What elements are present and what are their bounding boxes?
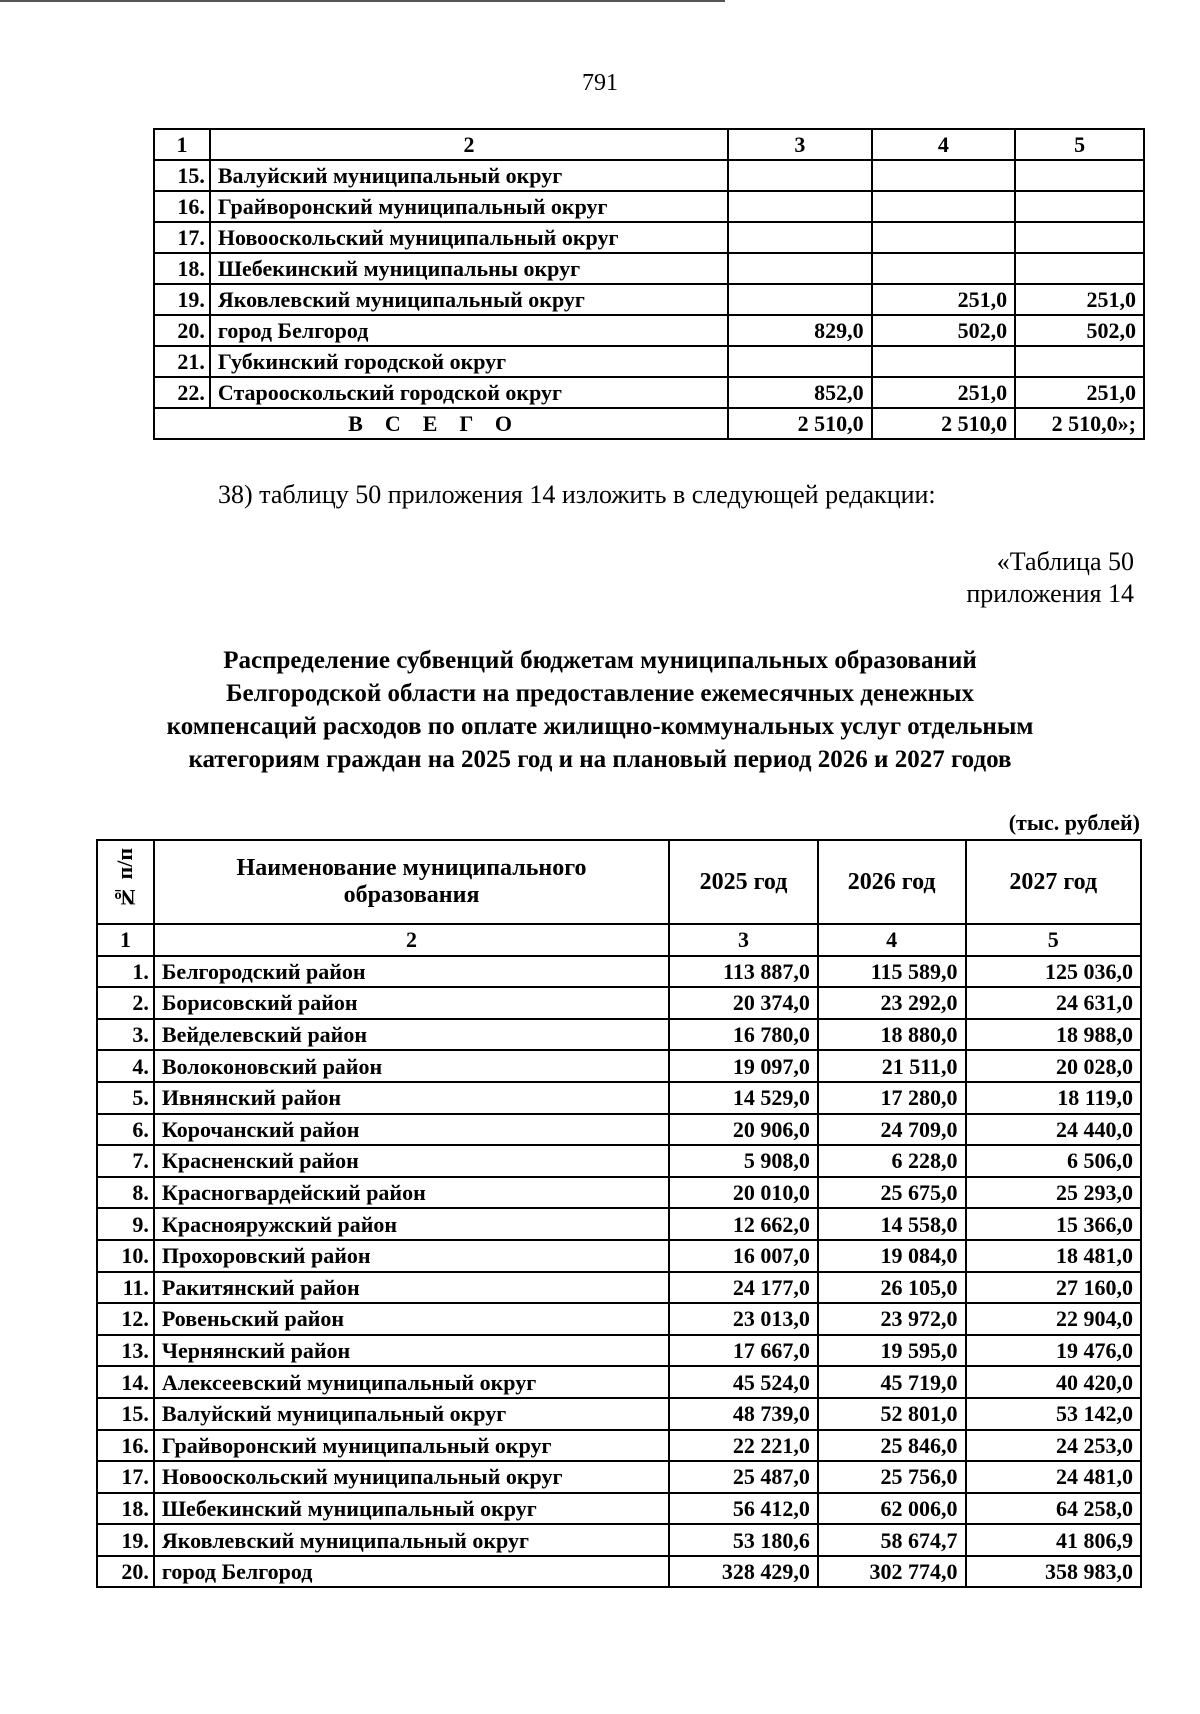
table-label (966, 546, 1134, 610)
row-number: 19. (97, 1524, 154, 1556)
value-2025: 17 667,0 (669, 1335, 818, 1367)
row-name: город Белгород (210, 315, 728, 346)
title-line: категориям граждан на 2025 год и на плановый период 2026 и 2027 годов (188, 746, 1012, 773)
table-row (97, 1366, 1141, 1398)
row-number: 15. (154, 160, 210, 191)
column-number-row (154, 129, 1144, 160)
title-line: Распределение субвенций бюджетам муниципальных образований (223, 647, 977, 674)
value-2026: 62 006,0 (818, 1493, 966, 1525)
row-number: 3. (97, 1019, 154, 1051)
value-2025: 45 524,0 (669, 1366, 818, 1398)
value-2025: 23 013,0 (669, 1303, 818, 1335)
row-name: Грайворонский муниципальный округ (154, 1430, 669, 1462)
row-name: Прохоровский район (154, 1240, 669, 1272)
table-row (97, 1398, 1141, 1430)
header-row (97, 840, 1141, 924)
row-value (872, 191, 1016, 222)
row-value: 251,0 (872, 377, 1016, 408)
value-2025: 22 221,0 (669, 1430, 818, 1462)
table-row (97, 1050, 1141, 1082)
header-number-text: № п/п (112, 847, 138, 910)
value-2026: 115 589,0 (818, 956, 966, 988)
table-row (97, 1461, 1141, 1493)
table-row (154, 377, 1144, 408)
row-number: 11. (97, 1272, 154, 1304)
row-value: 502,0 (1015, 315, 1144, 346)
row-number: 1. (97, 956, 154, 988)
column-number: 3 (669, 924, 818, 956)
row-number: 2. (97, 987, 154, 1019)
value-2026: 14 558,0 (818, 1208, 966, 1240)
table-row (154, 346, 1144, 377)
value-2027: 19 476,0 (966, 1335, 1142, 1367)
row-number: 15. (97, 1398, 154, 1430)
value-2027: 41 806,9 (966, 1524, 1142, 1556)
row-number: 10. (97, 1240, 154, 1272)
row-value: 251,0 (1015, 284, 1144, 315)
row-value (1015, 222, 1144, 253)
row-number: 18. (97, 1493, 154, 1525)
row-number: 22. (154, 377, 210, 408)
row-value (728, 191, 872, 222)
row-number: 9. (97, 1208, 154, 1240)
row-number: 16. (97, 1430, 154, 1462)
value-2025: 20 010,0 (669, 1177, 818, 1209)
value-2027: 358 983,0 (966, 1556, 1142, 1588)
value-2025: 328 429,0 (669, 1556, 818, 1588)
value-2025: 56 412,0 (669, 1493, 818, 1525)
column-number: 4 (872, 129, 1016, 160)
header-2027: 2027 год (966, 840, 1142, 924)
table-row (97, 1019, 1141, 1051)
value-2026: 25 756,0 (818, 1461, 966, 1493)
table-row (97, 1208, 1141, 1240)
row-number: 7. (97, 1145, 154, 1177)
title-line: компенсаций расходов по оплате жилищно-коммунальных услуг отдельным (166, 713, 1034, 740)
column-number: 1 (154, 129, 210, 160)
value-2025: 25 487,0 (669, 1461, 818, 1493)
column-number-row (97, 924, 1141, 956)
row-name: Краснояружский район (154, 1208, 669, 1240)
column-number: 4 (818, 924, 966, 956)
table-label-line1: «Таблица 50 (996, 547, 1134, 576)
table-row (97, 956, 1141, 988)
amendment-paragraph: 38) таблицу 50 приложения 14 изложить в следующей редакции: (218, 480, 936, 509)
table-label-line2: приложения 14 (966, 579, 1134, 608)
column-number: 2 (210, 129, 728, 160)
value-2025: 24 177,0 (669, 1272, 818, 1304)
row-value (728, 160, 872, 191)
row-number: 18. (154, 253, 210, 284)
row-number: 21. (154, 346, 210, 377)
row-number: 13. (97, 1335, 154, 1367)
value-2025: 14 529,0 (669, 1082, 818, 1114)
value-2026: 302 774,0 (818, 1556, 966, 1588)
value-2026: 21 511,0 (818, 1050, 966, 1082)
row-number: 4. (97, 1050, 154, 1082)
table-row (97, 1082, 1141, 1114)
value-2026: 6 228,0 (818, 1145, 966, 1177)
value-2025: 19 097,0 (669, 1050, 818, 1082)
value-2025: 16 007,0 (669, 1240, 818, 1272)
table-row (97, 1177, 1141, 1209)
value-2027: 18 481,0 (966, 1240, 1142, 1272)
value-2027: 24 253,0 (966, 1430, 1142, 1462)
row-name: Шебекинский муниципальный округ (154, 1493, 669, 1525)
row-value (728, 253, 872, 284)
value-2027: 53 142,0 (966, 1398, 1142, 1430)
column-number: 5 (966, 924, 1142, 956)
value-2027: 15 366,0 (966, 1208, 1142, 1240)
title-line: Белгородской области на предоставление ежемесячных денежных (225, 680, 975, 707)
value-2026: 52 801,0 (818, 1398, 966, 1430)
table-row (97, 1430, 1141, 1462)
value-2026: 19 595,0 (818, 1335, 966, 1367)
value-2027: 6 506,0 (966, 1145, 1142, 1177)
row-name: Шебекинский муниципальны округ (210, 253, 728, 284)
table-row (97, 1335, 1141, 1367)
table-row (154, 160, 1144, 191)
table-title (100, 644, 1100, 776)
table-row (97, 1145, 1141, 1177)
table-row (97, 1493, 1141, 1525)
column-number: 2 (154, 924, 669, 956)
value-2027: 24 481,0 (966, 1461, 1142, 1493)
row-value (1015, 253, 1144, 284)
subsidy-table (96, 839, 1142, 1588)
row-name: Алексеевский муниципальный округ (154, 1366, 669, 1398)
table-row (97, 1556, 1141, 1588)
value-2027: 24 440,0 (966, 1114, 1142, 1146)
row-name: Губкинский городской округ (210, 346, 728, 377)
value-2026: 58 674,7 (818, 1524, 966, 1556)
table-row (97, 1240, 1141, 1272)
row-value (872, 346, 1016, 377)
row-name: Вейделевский район (154, 1019, 669, 1051)
value-2025: 12 662,0 (669, 1208, 818, 1240)
value-2027: 18 119,0 (966, 1082, 1142, 1114)
table-row (97, 1114, 1141, 1146)
row-name: Красненский район (154, 1145, 669, 1177)
row-value (1015, 160, 1144, 191)
row-value: 502,0 (872, 315, 1016, 346)
row-name: Яковлевский муниципальный округ (210, 284, 728, 315)
value-2025: 16 780,0 (669, 1019, 818, 1051)
table-row (154, 315, 1144, 346)
total-value: 2 510,0»; (1015, 408, 1144, 439)
row-value: 251,0 (1015, 377, 1144, 408)
row-name: Ракитянский район (154, 1272, 669, 1304)
value-2026: 45 719,0 (818, 1366, 966, 1398)
row-value (872, 253, 1016, 284)
table-row (97, 987, 1141, 1019)
total-label: ВСЕГО (154, 408, 728, 439)
row-name: Ровеньский район (154, 1303, 669, 1335)
row-name: Ивнянский район (154, 1082, 669, 1114)
value-2027: 64 258,0 (966, 1493, 1142, 1525)
value-2027: 18 988,0 (966, 1019, 1142, 1051)
column-number: 5 (1015, 129, 1144, 160)
row-value: 251,0 (872, 284, 1016, 315)
table-row (154, 253, 1144, 284)
value-2026: 24 709,0 (818, 1114, 966, 1146)
column-number: 1 (97, 924, 154, 956)
row-name: Новооскольский муниципальный округ (154, 1461, 669, 1493)
row-name: Валуйский муниципальный округ (210, 160, 728, 191)
row-number: 12. (97, 1303, 154, 1335)
header-number (97, 840, 154, 924)
row-value (1015, 191, 1144, 222)
value-2026: 23 292,0 (818, 987, 966, 1019)
row-number: 14. (97, 1366, 154, 1398)
value-2025: 48 739,0 (669, 1398, 818, 1430)
value-2027: 125 036,0 (966, 956, 1142, 988)
row-name: Волоконовский район (154, 1050, 669, 1082)
row-number: 6. (97, 1114, 154, 1146)
row-value: 852,0 (728, 377, 872, 408)
row-name: Старооскольский городской округ (210, 377, 728, 408)
row-name: Валуйский муниципальный округ (154, 1398, 669, 1430)
row-number: 17. (154, 222, 210, 253)
value-2025: 20 906,0 (669, 1114, 818, 1146)
value-2026: 19 084,0 (818, 1240, 966, 1272)
row-name: Борисовский район (154, 987, 669, 1019)
units-label: (тыс. рублей) (1008, 810, 1140, 835)
value-2027: 40 420,0 (966, 1366, 1142, 1398)
table-row (154, 284, 1144, 315)
header-name: Наименование муниципального образования (154, 840, 669, 924)
table-row (154, 191, 1144, 222)
value-2025: 5 908,0 (669, 1145, 818, 1177)
value-2027: 24 631,0 (966, 987, 1142, 1019)
value-2026: 23 972,0 (818, 1303, 966, 1335)
table-row (97, 1524, 1141, 1556)
row-number: 17. (97, 1461, 154, 1493)
previous-table-continuation (153, 128, 1145, 440)
row-number: 19. (154, 284, 210, 315)
row-value (1015, 346, 1144, 377)
row-name: Новооскольский муниципальный округ (210, 222, 728, 253)
value-2026: 25 846,0 (818, 1430, 966, 1462)
value-2027: 25 293,0 (966, 1177, 1142, 1209)
page-number: 791 (582, 70, 618, 96)
row-name: Чернянский район (154, 1335, 669, 1367)
header-2025: 2025 год (669, 840, 818, 924)
row-name: Грайворонский муниципальный округ (210, 191, 728, 222)
value-2026: 17 280,0 (818, 1082, 966, 1114)
row-value (872, 222, 1016, 253)
scan-edge-line (0, 0, 725, 2)
total-value: 2 510,0 (728, 408, 872, 439)
value-2027: 22 904,0 (966, 1303, 1142, 1335)
row-value (872, 160, 1016, 191)
row-number: 20. (154, 315, 210, 346)
value-2026: 25 675,0 (818, 1177, 966, 1209)
row-name: город Белгород (154, 1556, 669, 1588)
row-name: Красногвардейский район (154, 1177, 669, 1209)
row-number: 20. (97, 1556, 154, 1588)
value-2027: 27 160,0 (966, 1272, 1142, 1304)
value-2026: 18 880,0 (818, 1019, 966, 1051)
row-value (728, 284, 872, 315)
table-row (97, 1303, 1141, 1335)
value-2025: 53 180,6 (669, 1524, 818, 1556)
row-name: Корочанский район (154, 1114, 669, 1146)
table-row (154, 222, 1144, 253)
row-name: Белгородский район (154, 956, 669, 988)
value-2025: 113 887,0 (669, 956, 818, 988)
header-2026: 2026 год (818, 840, 966, 924)
value-2027: 20 028,0 (966, 1050, 1142, 1082)
row-value: 829,0 (728, 315, 872, 346)
column-number: 3 (728, 129, 872, 160)
row-number: 5. (97, 1082, 154, 1114)
value-2026: 26 105,0 (818, 1272, 966, 1304)
row-number: 8. (97, 1177, 154, 1209)
row-value (728, 222, 872, 253)
row-name: Яковлевский муниципальный округ (154, 1524, 669, 1556)
row-value (728, 346, 872, 377)
value-2025: 20 374,0 (669, 987, 818, 1019)
row-number: 16. (154, 191, 210, 222)
table-row (97, 1272, 1141, 1304)
total-row (154, 408, 1144, 439)
total-value: 2 510,0 (872, 408, 1016, 439)
